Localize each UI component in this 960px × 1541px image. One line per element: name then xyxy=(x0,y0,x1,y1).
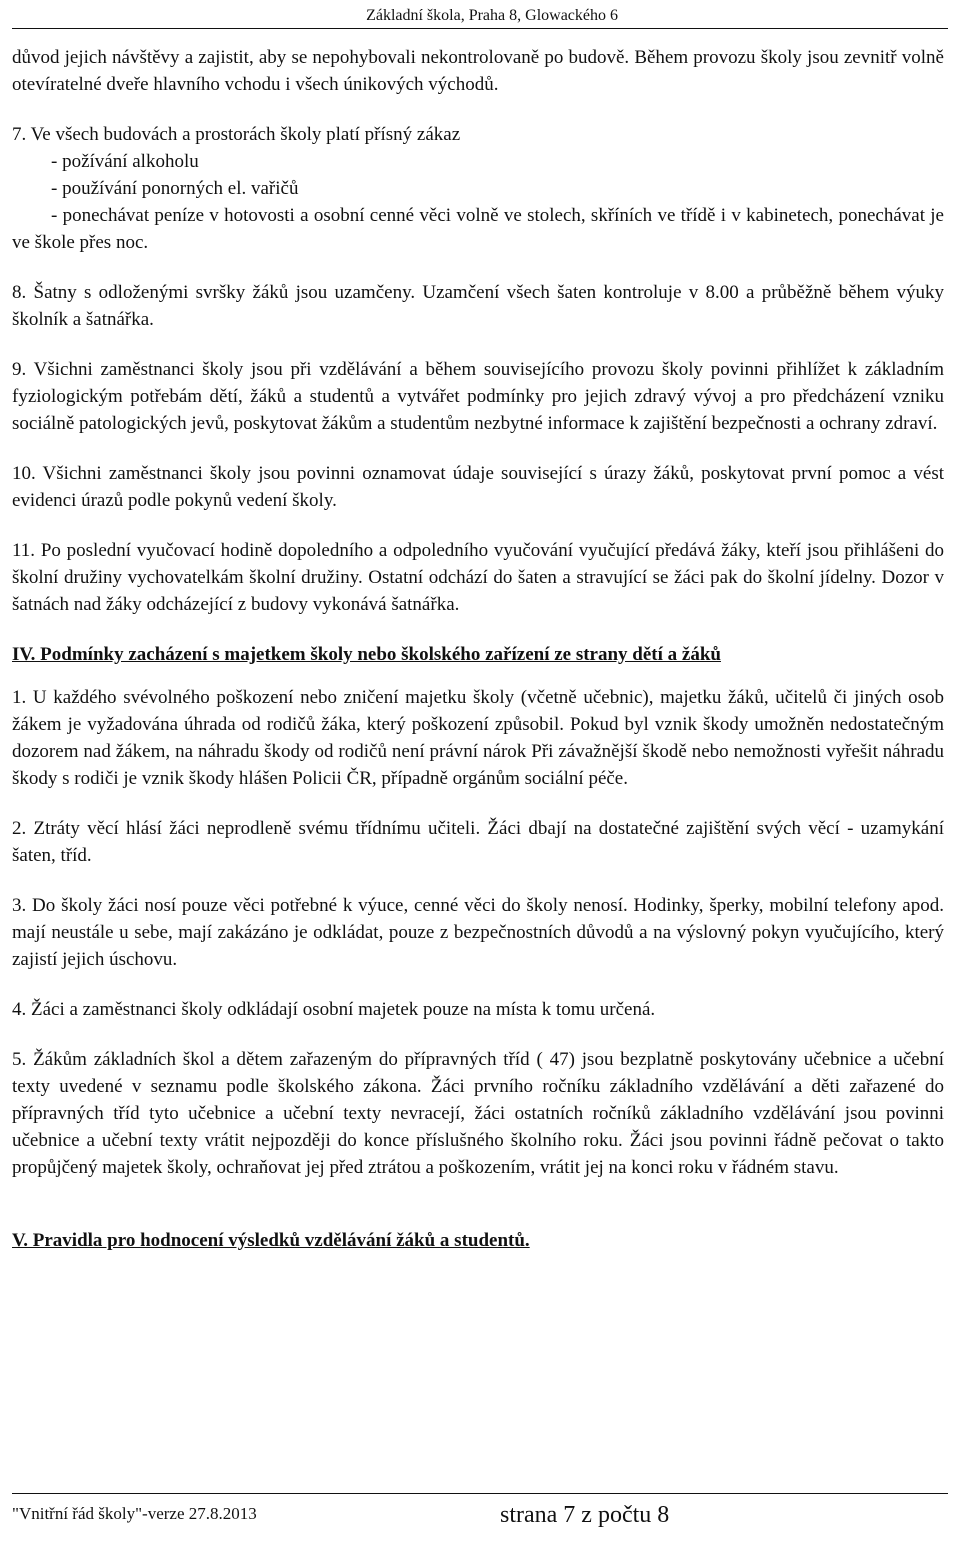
rule-7-item-alcohol: - požívání alkoholu xyxy=(51,151,199,172)
rule-7-intro: 7. Ve všech budovách a prostorách školy platí přísný zákaz xyxy=(12,124,461,145)
paragraph-continuation: důvod jejich návštěvy a zajistit, aby se nepohybovali nekontrolovaně po budově. Během provozu školy jsou zevnitř volně otevíratelné dveře hlavního vchodu i všech únikových východů. xyxy=(12,47,944,95)
rule-9: 9. Všichni zaměstnanci školy jsou při vzdělávání a během souvisejícího provozu školy povinni přihlížet k základním fyziologickým potřebám dětí, žáků a studentů a vytvářet podmínky pro jejich zdravý vývoj a pro předcházení vzniku sociálně patologických jevů, poskytovat žákům a studentům nezbytné informace k zajištění bezpečnosti a ochrany zdraví. xyxy=(12,359,944,434)
section-4-item-5: 5. Žákům základních škol a dětem zařazeným do přípravných tříd ( 47) jsou bezplatně poskytovány učebnice a učební texty uvedené v seznamu podle školského zákona. Žáci prvního ročníku základního vzdělávání a děti zařazené do přípravných tříd tyto učebnice a učební texty nevracejí, žáci ostatních ročníků základního vzdělávání jsou povinni učebnice a učební texty vrátit nejpozději do konce příslušného školního roku. Žáci jsou povinni řádně pečovat o takto propůjčený majetek školy, ochraňovat jej před ztrátou a poškozením, vrátit jej na konci roku v řádném stavu. xyxy=(12,1049,944,1178)
header-divider xyxy=(12,28,948,29)
section-4-item-2: 2. Ztráty věcí hlásí žáci neprodleně svému třídnímu učiteli. Žáci dbají na dostatečné zajištění svých věcí - uzamykání šaten, tříd. xyxy=(12,818,944,866)
rule-7-item-valuables: - ponechávat peníze v hotovosti a osobní cenné věci volně ve stolech, skříních ve třídě i v kabinetech, ponechávat je ve škole přes noc. xyxy=(12,205,944,253)
rule-11: 11. Po poslední vyučovací hodině dopoledního a odpoledního vyučování vyučující předává žáky, kteří jsou přihlášeni do školní družiny vychovatelkám školní družiny. Ostatní odchází do šaten a stravující se žáci pak do školní jídelny. Dozor v šatnách nad žáky odcházející z budovy vykonává šatnářka. xyxy=(12,540,944,615)
section-4-heading: IV. Podmínky zacházení s majetkem školy nebo školského zařízení ze strany dětí a žáků xyxy=(12,644,721,665)
page-header: Základní škola, Praha 8, Glowackého 6 xyxy=(366,7,618,24)
rule-8: 8. Šatny s odloženými svršky žáků jsou uzamčeny. Uzamčení všech šaten kontroluje v 8.00 a průběžně během výuky školník a šatnářka. xyxy=(12,282,944,330)
document-body xyxy=(12,44,944,1254)
section-5-heading: V. Pravidla pro hodnocení výsledků vzdělávání žáků a studentů. xyxy=(12,1230,530,1251)
rule-7-item-heaters: - používání ponorných el. vařičů xyxy=(51,178,299,199)
footer-page-number: strana 7 z počtu 8 xyxy=(500,1502,670,1528)
footer-document-version: "Vnitřní řád školy"-verze 27.8.2013 xyxy=(12,1504,257,1523)
section-4-item-3: 3. Do školy žáci nosí pouze věci potřebné k výuce, cenné věci do školy nenosí. Hodinky, šperky, mobilní telefony apod. mají neustále u sebe, mají zakázáno je odkládat, pouze z bezpečnostních důvodů a na výslovný pokyn vyučujícího, který zajistí jejich úschovu. xyxy=(12,895,944,970)
section-4-item-1: 1. U každého svévolného poškození nebo zničení majetku školy (včetně učebnic), majetku žáků, učitelů či jiných osob žákem je vyžadována úhrada od rodičů žáka, který poškození způsobil. Pokud byl vznik škody umožněn nedostatečným dozorem nad žákem, na náhradu škody od rodičů není právní nárok Při závažnější škodě nebo nemožnosti vyřešit náhradu škody s rodiči je vznik škody hlášen Policii ČR, případně orgánům sociální péče. xyxy=(12,687,944,789)
rule-10: 10. Všichni zaměstnanci školy jsou povinni oznamovat údaje související s úrazy žáků, poskytovat první pomoc a vést evidenci úrazů podle pokynů vedení školy. xyxy=(12,463,944,511)
footer-divider xyxy=(12,1493,948,1494)
section-4-item-4: 4. Žáci a zaměstnanci školy odkládají osobní majetek pouze na místa k tomu určená. xyxy=(12,999,656,1020)
